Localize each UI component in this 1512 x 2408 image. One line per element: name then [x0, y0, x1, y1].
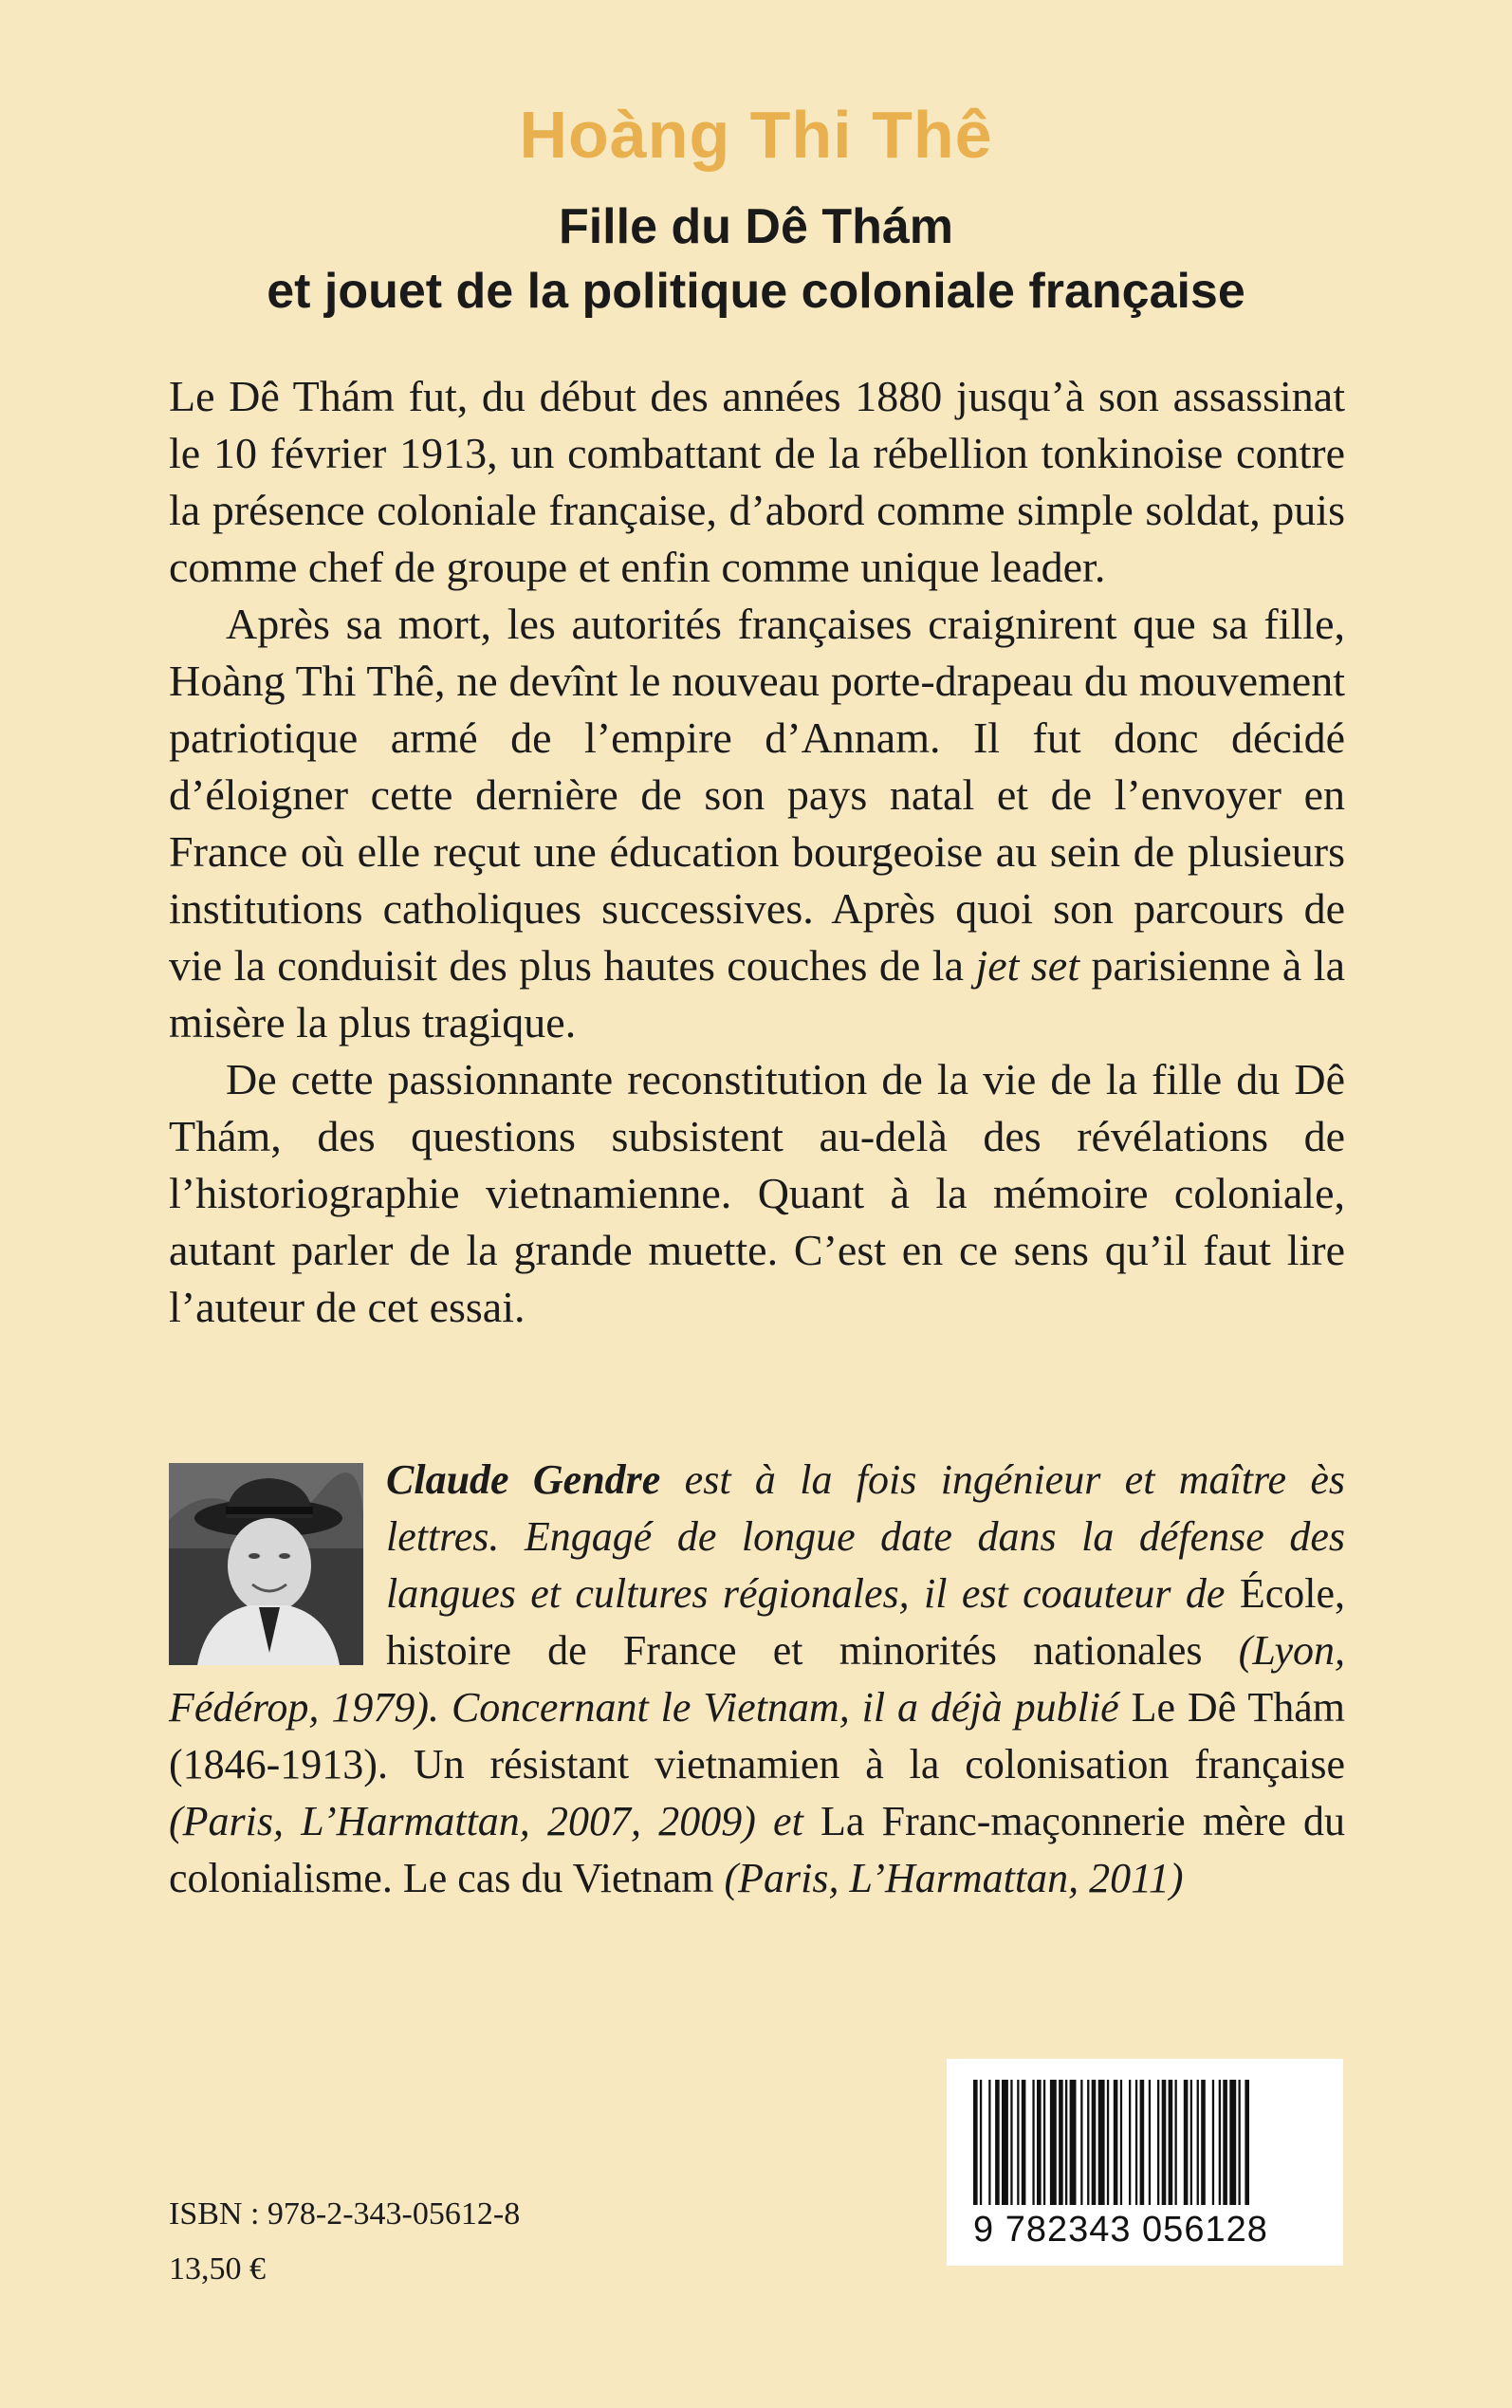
- blurb-p2-end: parisienne à la misère la plus tragique.: [169, 941, 1345, 1047]
- subtitle-line-2: et jouet de la politique coloniale française: [267, 264, 1245, 319]
- barcode-bar: [1098, 2080, 1105, 2205]
- book-subtitle: [0, 194, 1512, 324]
- author-publisher-1: (Lyon, Fédérop, 1979). Concernant le Vietnam, il a déjà publié: [169, 1627, 1346, 1731]
- barcode-bar: [1050, 2080, 1057, 2205]
- barcode-bar: [1239, 2080, 1241, 2205]
- barcode-bar: [1120, 2080, 1122, 2205]
- price: 13,50 €: [169, 2251, 266, 2287]
- blurb-p2-text: Après sa mort, les autorités françaises craignirent que sa fille, Hoàng Thi Thê, ne devînt le nouveau porte-drapeau du mouvement patriotique armé de l’empire d’Annam. Il fut donc décidé d’éloigner cette dernière de son pays natal et de l’envoyer en France où elle reçut une éducation bourgeoise au sein de plusieurs institutions catholiques successives. Après quoi son parcours de vie la conduisit des plus hautes couches de la: [169, 600, 1345, 990]
- barcode-bar: [1114, 2080, 1118, 2205]
- author-photo-image: [169, 1463, 363, 1665]
- barcode: [947, 2059, 1343, 2266]
- author-name: Claude Gendre: [386, 1456, 661, 1503]
- barcode-bar: [1175, 2080, 1177, 2205]
- author-book-1: École, histoire de France et minorités nationales: [386, 1570, 1345, 1674]
- author-book-2: Le Dê Thám (1846-1913). Un résistant vietnamien à la colonisation française: [169, 1684, 1345, 1787]
- barcode-bar: [988, 2080, 990, 2205]
- barcode-bar: [1070, 2080, 1077, 2205]
- barcode-bar: [1184, 2080, 1189, 2205]
- barcode-bar: [1212, 2080, 1214, 2205]
- author-book-3: La Franc-maçonnerie mère du colonialisme. Le cas du Vietnam: [169, 1798, 1345, 1901]
- author-publisher-3: (Paris, L’Harmattan, 2011): [713, 1855, 1184, 1901]
- barcode-bar: [1087, 2080, 1089, 2205]
- author-bio-text-1: est à la fois ingénieur et maître ès lettres. Engagé de longue date dans la défense des langues et cultures régionales, il est coauteur de: [386, 1456, 1345, 1617]
- barcode-bar: [995, 2080, 1000, 2205]
- author-photo: [169, 1463, 363, 1665]
- barcode-bar: [1135, 2080, 1137, 2205]
- barcode-bar: [1140, 2080, 1145, 2205]
- barcode-bar: [1059, 2080, 1063, 2205]
- barcode-bar: [1169, 2080, 1173, 2205]
- barcode-bar: [1002, 2080, 1008, 2205]
- barcode-bar: [1022, 2080, 1026, 2205]
- barcode-bar: [1032, 2080, 1034, 2205]
- barcode-bar: [1157, 2080, 1159, 2205]
- barcode-bar: [1017, 2080, 1019, 2205]
- barcode-bar: [1162, 2080, 1167, 2205]
- barcode-bar: [973, 2080, 978, 2205]
- barcode-bar: [1092, 2080, 1097, 2205]
- barcode-bar: [1223, 2080, 1227, 2205]
- barcode-bar: [980, 2080, 982, 2205]
- barcode-bar: [1080, 2080, 1082, 2205]
- barcode-bar: [1229, 2080, 1236, 2205]
- author-publisher-2: (Paris, L’Harmattan, 2007, 2009) et: [169, 1798, 821, 1844]
- barcode-bar: [1129, 2080, 1131, 2205]
- blurb-paragraph-1: Le Dê Thám fut, du début des années 1880 jusqu’à son assassinat le 10 février 1913, un combattant de la rébellion tonkinoise contre la présence coloniale française, d’abord comme simple soldat, puis comme chef de groupe et enfin comme unique leader.: [169, 372, 1345, 591]
- barcode-bar: [1219, 2080, 1221, 2205]
- author-bio: [169, 1452, 1345, 1907]
- barcode-bar: [1010, 2080, 1012, 2205]
- barcode-bar: [1201, 2080, 1206, 2205]
- barcode-bars: [968, 2080, 1322, 2213]
- barcode-bar: [1043, 2080, 1045, 2205]
- book-title: Hoàng Thi Thê: [519, 98, 993, 172]
- barcode-bar: [1107, 2080, 1109, 2205]
- subtitle-line-1: Fille du Dê Thám: [558, 199, 954, 254]
- barcode-bar: [1149, 2080, 1151, 2205]
- blurb: [169, 368, 1345, 1336]
- barcode-digits: 9 782343 056128: [973, 2210, 1268, 2250]
- barcode-bar: [1197, 2080, 1199, 2205]
- blurb-paragraph-3: De cette passionnante reconstitution de la vie de la fille du Dê Thám, des questions subsistent au-delà des révélations de l’historiographie vietnamienne. Quant à la mémoire coloniale, autant parler de la grande muette. C’est en ce sens qu’il faut lire l’auteur de cet essai.: [169, 1055, 1345, 1331]
- barcode-bar: [1065, 2080, 1067, 2205]
- isbn: ISBN : 978-2-343-05612-8: [169, 2196, 521, 2232]
- barcode-bar: [1190, 2080, 1192, 2205]
- barcode-bar: [1037, 2080, 1042, 2205]
- barcode-bar: [1245, 2080, 1249, 2205]
- blurb-paragraph-2: [169, 596, 1345, 1051]
- blurb-p2-italic: jet set: [975, 941, 1079, 990]
